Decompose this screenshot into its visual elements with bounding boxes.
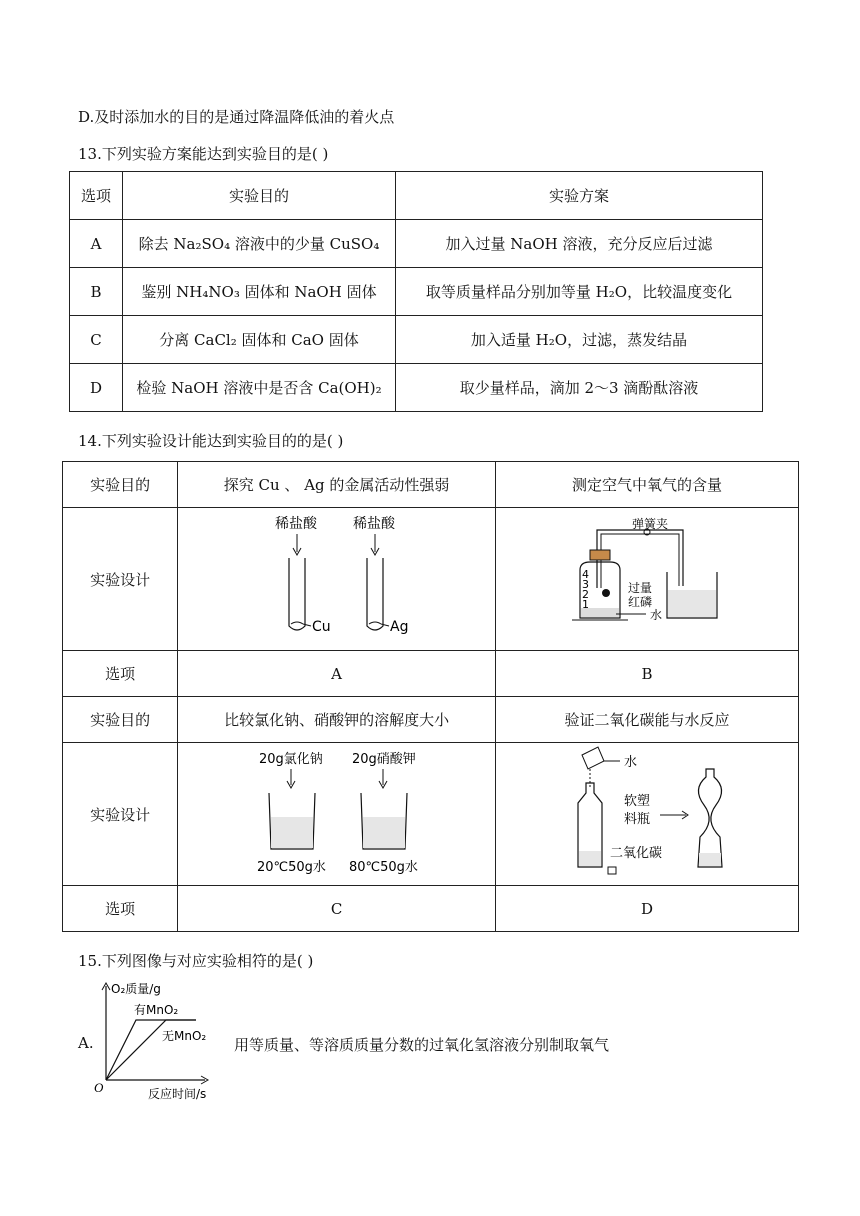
acid-label-1: 稀盐酸 [274,516,317,532]
q15-option-a-label: A. [78,1034,94,1052]
table-row [63,886,799,932]
series-label-1: 有MnO₂ [134,1003,179,1017]
pouring-beaker [582,747,604,769]
beaker-1-water [271,817,313,848]
row-aim: 鉴别 NH₄NO₃ 固体和 NaOH 固体 [123,268,396,316]
test-tube-2 [367,558,383,630]
header-option: 选项 [70,172,123,220]
deformed-bottle-liquid [699,853,721,866]
table-row [70,220,763,268]
aim-a: 探究 Cu 、 Ag 的金属活动性强弱 [178,462,496,508]
table-row [63,508,799,651]
bottle-label-2: 料瓶 [624,812,651,827]
test-tube-1 [289,558,305,630]
co2-bottle-figure [502,743,792,881]
row-label-option: 选项 [63,886,178,932]
q14-table [62,461,799,932]
q14-stem: 14.下列实验设计能达到实验目的的是( ) [78,432,344,450]
design-d-cell [496,743,799,886]
row-option: D [70,364,123,412]
row-aim: 检验 NaOH 溶液中是否含 Ca(OH)₂ [123,364,396,412]
table-row [63,697,799,743]
option-b: B [496,651,799,697]
row-aim: 分离 CaCl₂ 固体和 CaO 固体 [123,316,396,364]
leader-line [303,624,311,626]
beaker-water [668,590,716,617]
table-row [63,743,799,886]
solubility-figure [187,743,487,881]
condition-label-1: 20℃50g水 [256,860,326,875]
metal-label-ag: Ag [389,619,409,635]
row-option: C [70,316,123,364]
metal-strip-cu [291,622,303,624]
option-d: D [496,886,799,932]
design-a-cell [178,508,496,651]
q13-stem: 13.下列实验方案能达到实验目的是( ) [78,145,329,163]
row-label-aim: 实验目的 [63,697,178,743]
oxygen-apparatus-figure [502,508,792,646]
row-label-aim: 实验目的 [63,462,178,508]
water-label: 水 [650,608,663,622]
q12-option-d: D.及时添加水的目的是通过降温降低油的着火点 [78,108,395,126]
x-axis-label: 反应时间/s [148,1087,207,1100]
metal-label-cu: Cu [311,619,331,635]
clamp-label: 弹簧夹 [632,517,669,531]
design-c-cell [178,743,496,886]
mark-3: 3 [582,578,589,591]
table-row [63,462,799,508]
header-aim: 实验目的 [123,172,396,220]
table-row [70,268,763,316]
q15-chart [90,980,230,1100]
phosphorus-icon [602,589,610,597]
salt-label-1: 20g氯化钠 [258,752,323,767]
condition-label-2: 80℃50g水 [348,860,418,875]
excess-label: 过量 [628,581,653,595]
y-axis-label: O₂质量/g [111,982,161,996]
bottle-cap-icon [608,867,616,874]
row-aim: 除去 Na₂SO₄ 溶液中的少量 CuSO₄ [123,220,396,268]
q13-table [69,171,763,412]
option-a: A [178,651,496,697]
table-row [70,316,763,364]
q15-stem: 15.下列图像与对应实验相符的是( ) [78,952,314,970]
origin-label: O [94,1080,104,1095]
option-c: C [178,886,496,932]
leader-line [381,624,389,626]
table-row [70,364,763,412]
q15-option-a-text: 用等质量、等溶质质量分数的过氧化氢溶液分别制取氧气 [234,1036,610,1054]
header-plan: 实验方案 [396,172,763,220]
stopper [590,550,610,560]
gas-label: 二氧化碳 [610,846,663,861]
beaker-2-water [363,817,405,848]
acid-label-2: 稀盐酸 [352,516,395,532]
row-option: A [70,220,123,268]
row-label-design: 实验设计 [63,743,178,886]
bottle-label-1: 软塑 [624,794,651,809]
salt-label-2: 20g硝酸钾 [351,752,416,767]
table-row [63,651,799,697]
row-label-design: 实验设计 [63,508,178,651]
design-b-cell [496,508,799,651]
deformed-bottle [698,769,722,867]
series-label-2: 无MnO₂ [162,1029,207,1043]
aim-b: 测定空气中氧气的含量 [496,462,799,508]
row-plan: 取少量样品，滴加 2～3 滴酚酞溶液 [396,364,763,412]
test-tube-figure [187,508,487,646]
row-plan: 加入过量 NaOH 溶液，充分反应后过滤 [396,220,763,268]
mark-2: 2 [582,588,589,601]
phosphorus-label: 红磷 [628,595,653,609]
aim-d: 验证二氧化碳能与水反应 [496,697,799,743]
aim-c: 比较氯化钠、硝酸钾的溶解度大小 [178,697,496,743]
bottle-liquid [579,851,601,866]
mark-1: 1 [582,598,589,611]
row-plan: 取等质量样品分别加等量 H₂O，比较温度变化 [396,268,763,316]
row-label-option: 选项 [63,651,178,697]
row-option: B [70,268,123,316]
table-header-row [70,172,763,220]
water-label: 水 [624,755,638,770]
mark-4: 4 [582,568,589,581]
row-plan: 加入适量 H₂O，过滤，蒸发结晶 [396,316,763,364]
series-layer [106,1003,206,1080]
metal-strip-ag [369,622,381,624]
